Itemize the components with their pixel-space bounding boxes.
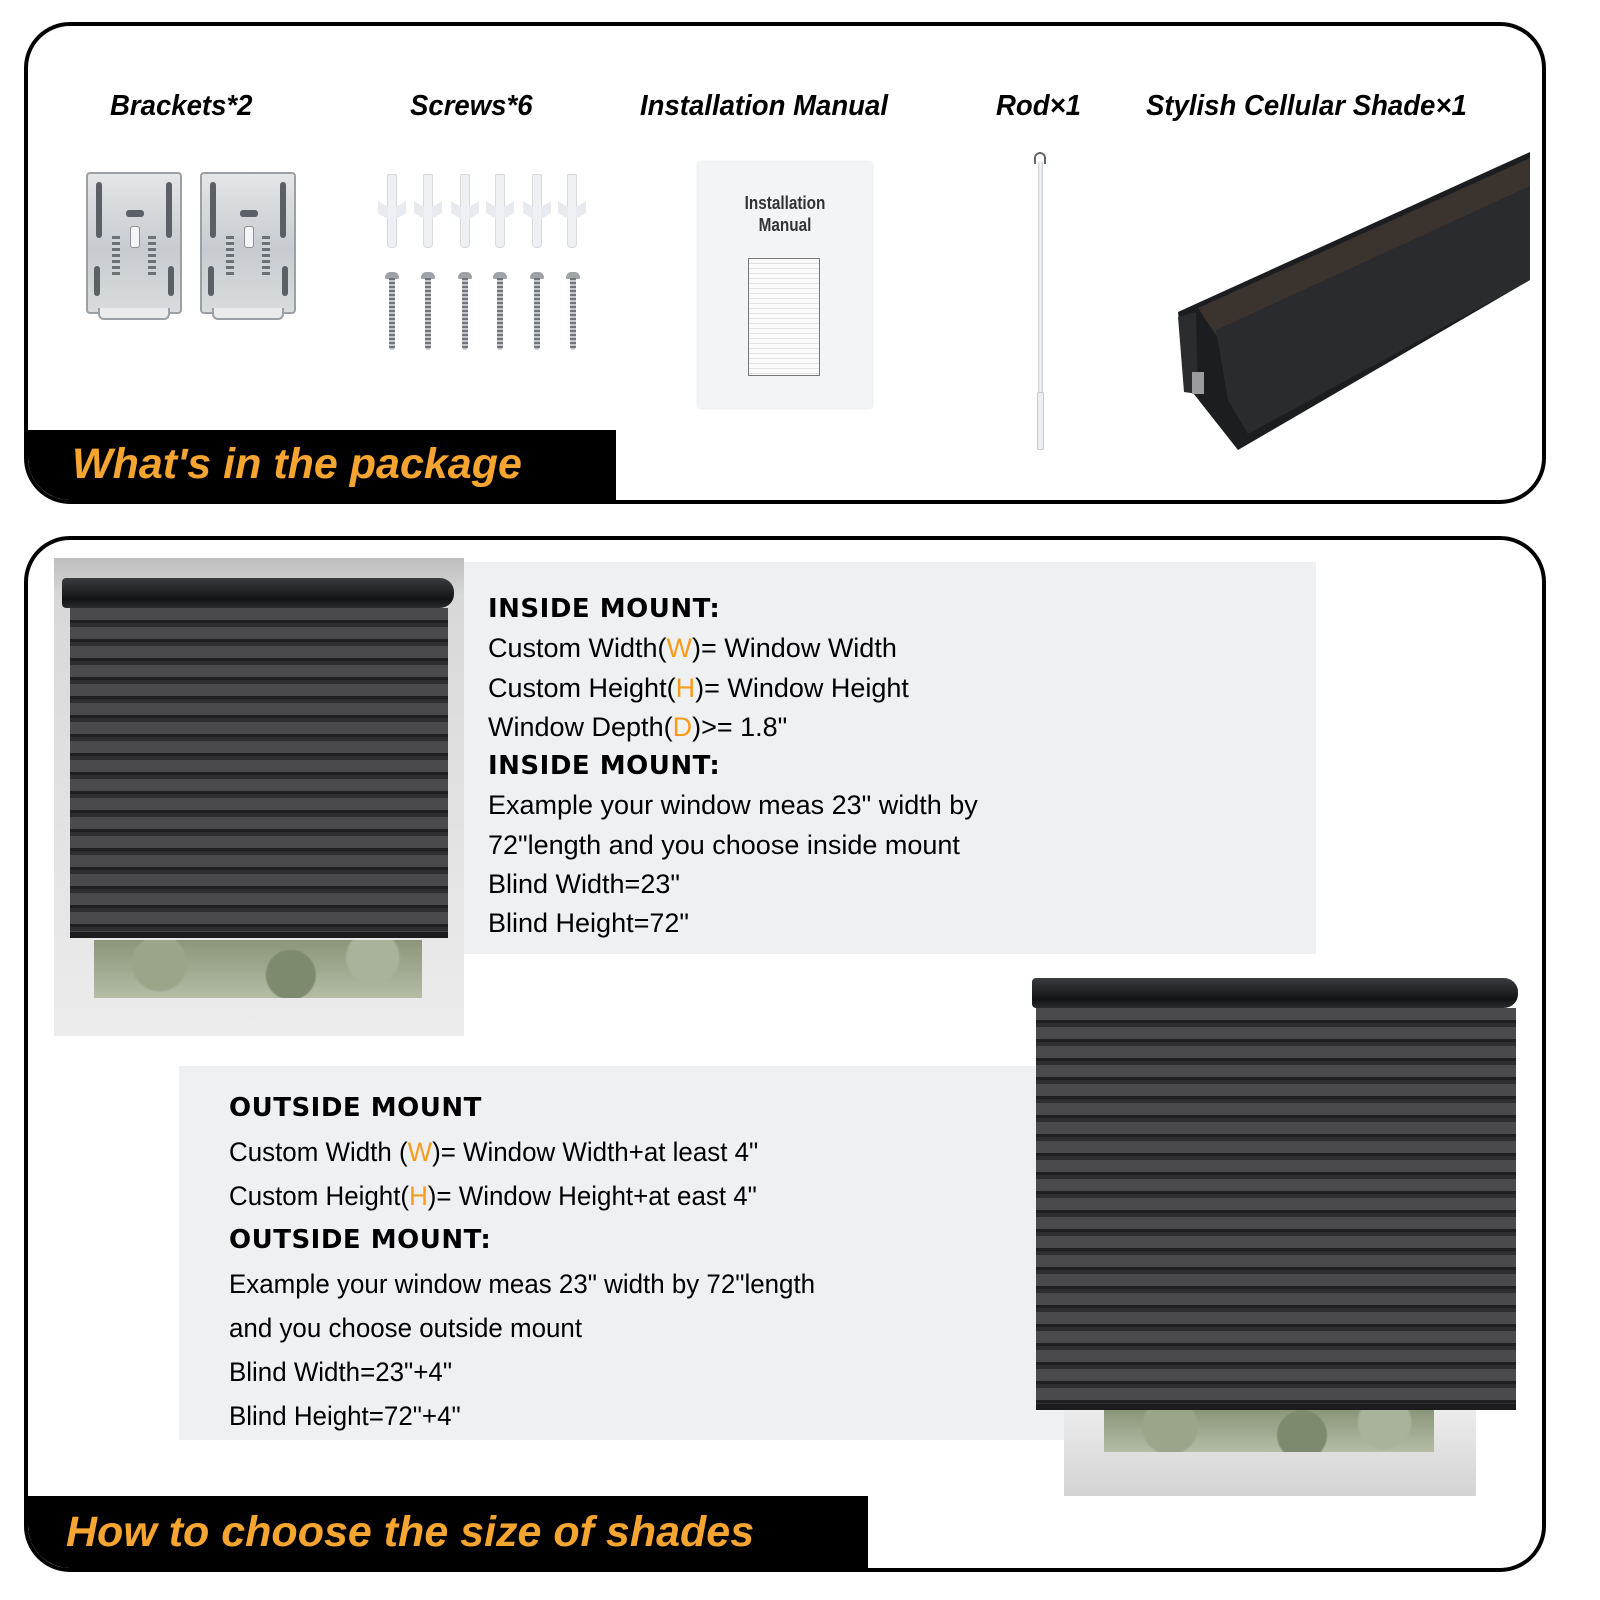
screw-icon <box>493 272 507 354</box>
wall-anchor-icon <box>492 174 508 248</box>
inside-blind-height: Blind Height=72" <box>488 908 689 939</box>
outside-rule-width: Custom Width (W)= Window Width+at least 4" <box>229 1137 759 1167</box>
bracket-icon <box>86 172 182 314</box>
size-guide-banner: How to choose the size of shades <box>28 1496 868 1568</box>
inside-headrail <box>62 578 454 608</box>
manual-icon <box>698 162 872 408</box>
wall-anchor-icon <box>457 174 473 248</box>
wall-anchor-icon <box>564 174 580 248</box>
bracket-icon <box>200 172 296 314</box>
screw-icon <box>530 272 544 354</box>
window-glass <box>94 940 422 998</box>
headrail-icon <box>1178 152 1538 464</box>
outside-example-line: and you choose outside mount <box>229 1313 583 1343</box>
screw-icon <box>566 272 580 354</box>
package-contents-panel <box>24 22 1546 504</box>
manual-cover-title: Installation Manual <box>744 193 826 235</box>
wall-anchor-icon <box>420 174 436 248</box>
outside-rule-height: Custom Height(H)= Window Height+at east 4" <box>229 1181 757 1211</box>
rod-icon <box>1031 152 1051 456</box>
inside-shade-fabric <box>70 608 448 934</box>
outside-headrail <box>1032 978 1518 1008</box>
outside-mount-heading: OUTSIDE MOUNT <box>229 1093 482 1123</box>
wall-anchor-icon <box>384 174 400 248</box>
wall-anchor-icon <box>529 174 545 248</box>
window-glass <box>1104 1410 1434 1452</box>
inside-mount-info <box>464 562 1316 954</box>
inside-mount-photo <box>54 558 464 1036</box>
outside-example-line: Example your window meas 23" width by 72"length <box>229 1269 816 1299</box>
manual-cover-shade-drawing <box>748 258 820 376</box>
inside-rule-height: Custom Height(H)= Window Height <box>488 672 909 703</box>
outside-blind-width: Blind Width=23"+4" <box>229 1357 453 1387</box>
inside-example-heading: INSIDE MOUNT: <box>488 751 721 782</box>
item-label-shade: Stylish Cellular Shade×1 <box>1146 90 1467 122</box>
screw-icon <box>421 272 435 354</box>
inside-mount-heading: INSIDE MOUNT: <box>488 594 721 624</box>
inside-rule-depth: Window Depth(D)>= 1.8" <box>488 711 788 742</box>
screw-icon <box>385 272 399 354</box>
outside-shade-fabric <box>1036 1008 1516 1406</box>
outside-mount-info <box>179 1066 1065 1440</box>
inside-example-line: 72"length and you choose inside mount <box>488 829 960 860</box>
window-frame <box>1064 1410 1476 1496</box>
outside-example-heading: OUTSIDE MOUNT: <box>229 1225 492 1255</box>
item-label-rod: Rod×1 <box>996 90 1081 122</box>
inside-rule-width: Custom Width(W)= Window Width <box>488 633 897 664</box>
item-label-screws: Screws*6 <box>410 90 533 122</box>
size-guide-panel <box>24 536 1546 1572</box>
screw-icon <box>458 272 472 354</box>
item-label-manual: Installation Manual <box>640 90 888 122</box>
outside-blind-height: Blind Height=72"+4" <box>229 1401 461 1431</box>
item-label-brackets: Brackets*2 <box>110 90 253 122</box>
inside-blind-width: Blind Width=23" <box>488 869 680 900</box>
package-banner: What's in the package <box>28 430 616 500</box>
inside-example-line: Example your window meas 23" width by <box>488 790 978 821</box>
